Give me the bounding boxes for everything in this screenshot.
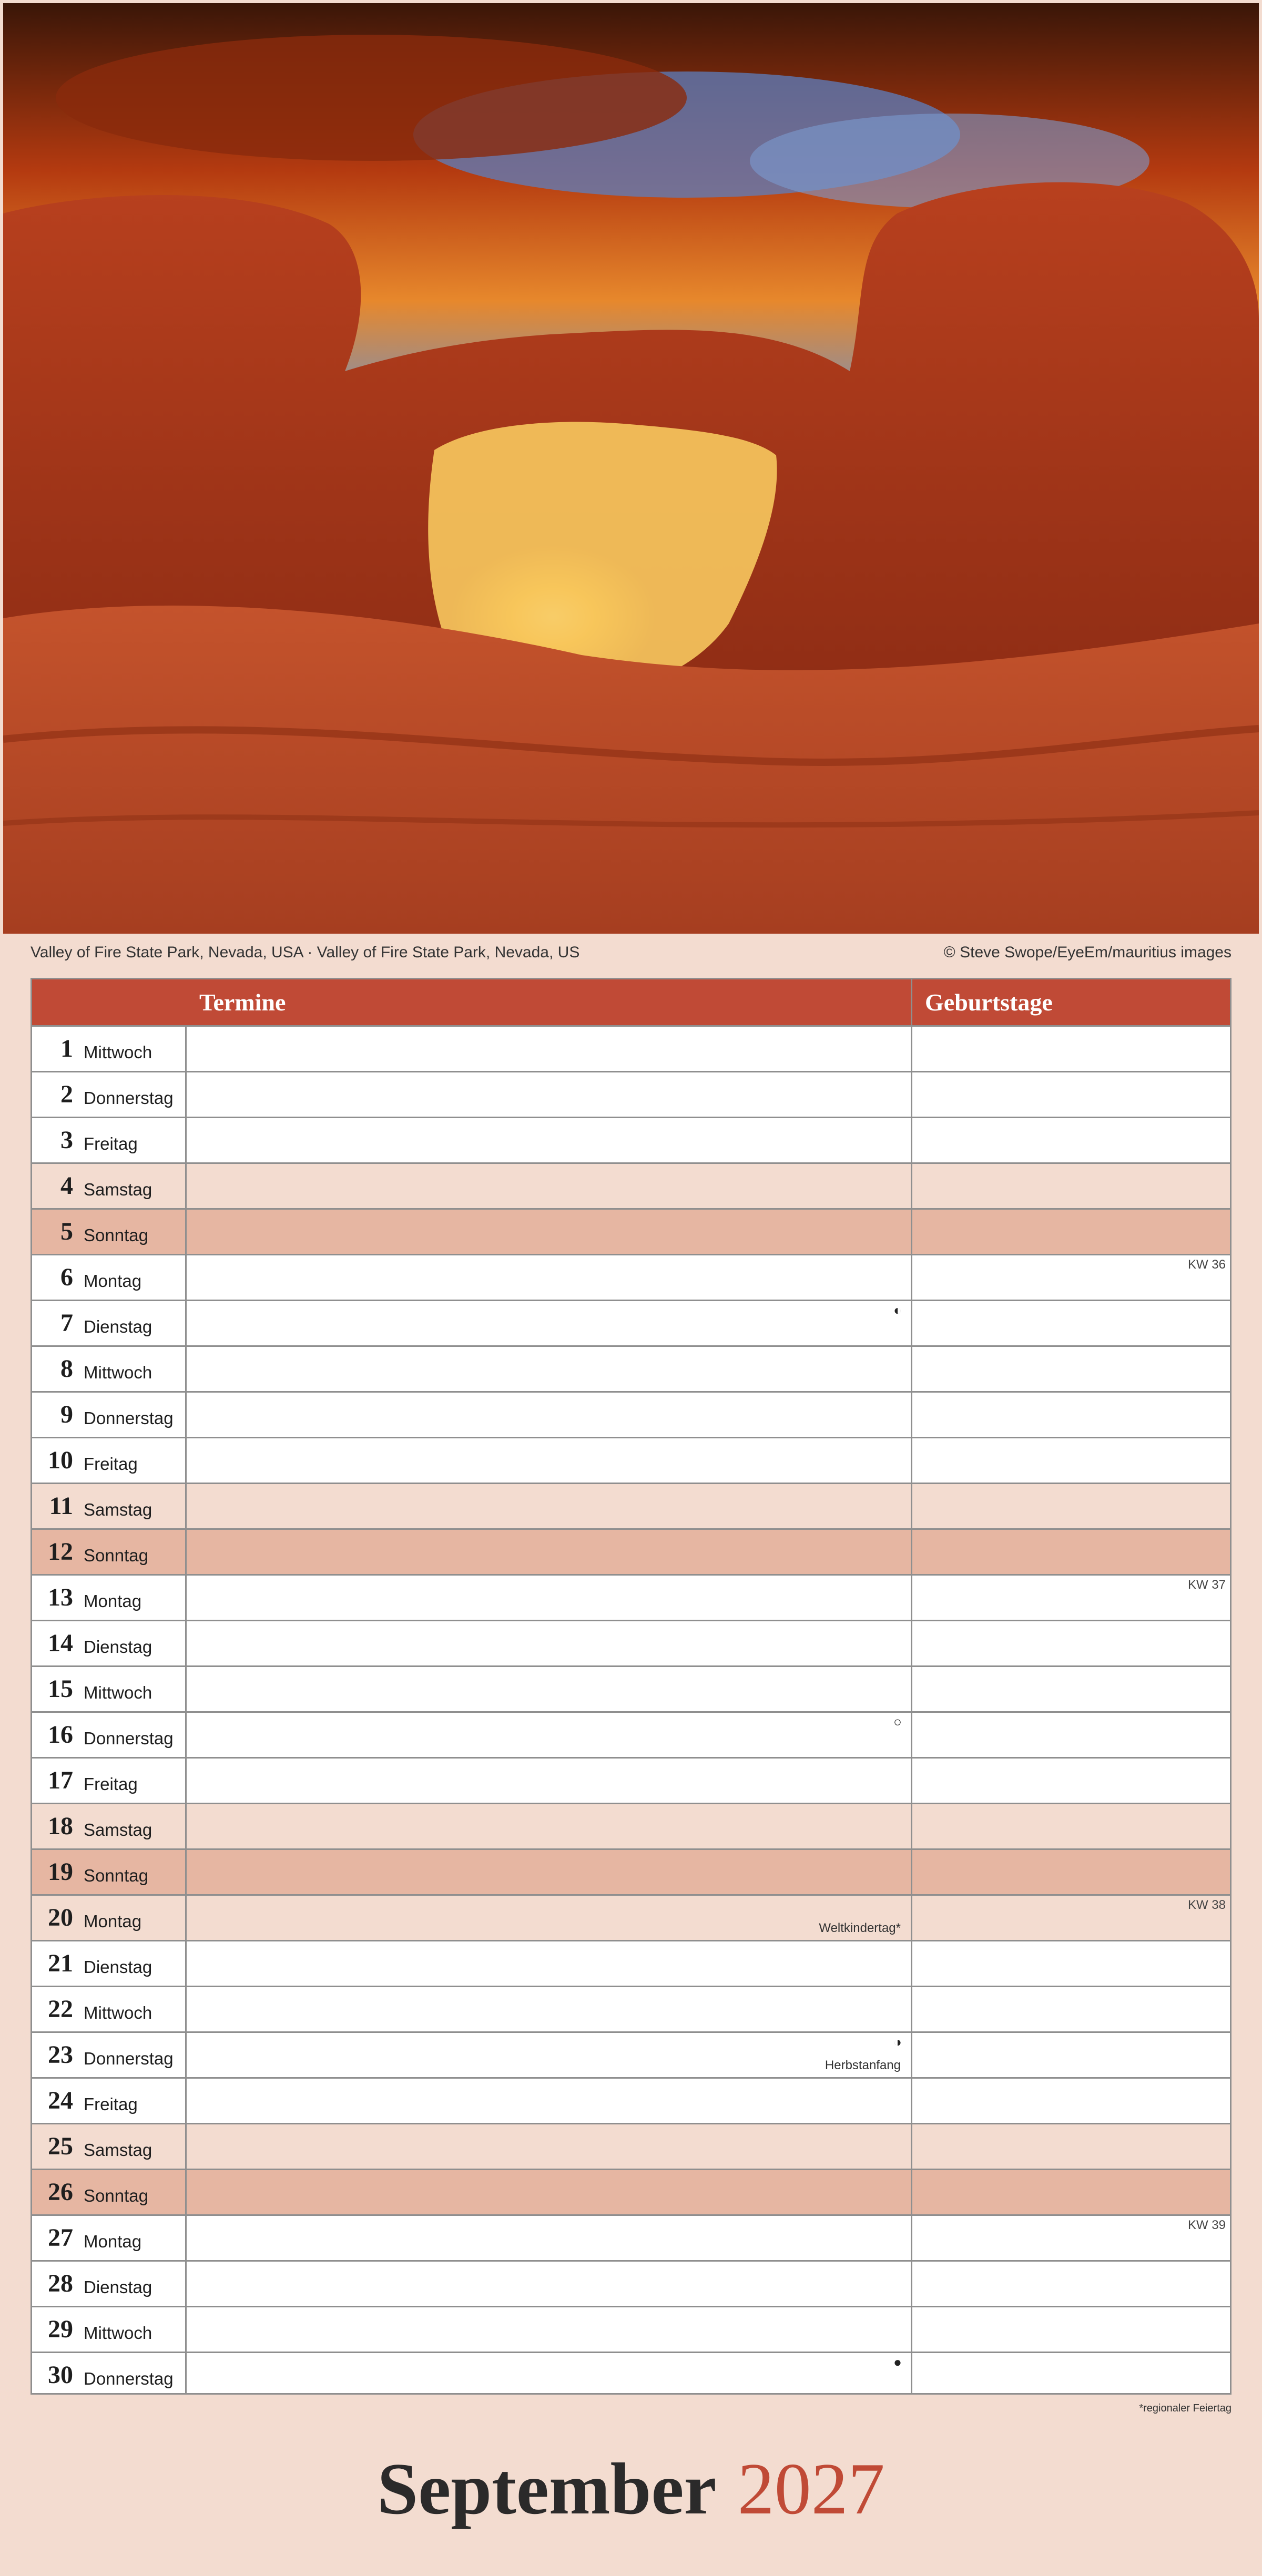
day-number: 12 [48, 1538, 73, 1566]
weekday-name: Donnerstag [84, 1088, 174, 1108]
weekday-name: Dienstag [84, 1637, 152, 1657]
header-termine: Termine [199, 989, 286, 1016]
weekday-name: Donnerstag [84, 1408, 174, 1428]
weekday-name: Samstag [84, 1180, 152, 1199]
landscape-photo [3, 3, 1259, 934]
title-year: 2027 [737, 2448, 885, 2530]
day-number: 15 [48, 1675, 73, 1703]
day-row[interactable] [32, 1757, 1230, 1803]
day-number: 13 [48, 1583, 73, 1611]
day-number: 1 [60, 1035, 73, 1062]
day-row[interactable] [32, 1071, 1230, 1117]
day-row[interactable] [32, 1665, 1230, 1711]
day-note: Herbstanfang [825, 2058, 901, 2072]
header-geburtstage: Geburtstage [925, 989, 1053, 1016]
day-row[interactable] [32, 1300, 1230, 1345]
calendar-week-label: KW 39 [1187, 2218, 1226, 2232]
weekday-name: Mittwoch [84, 1042, 152, 1062]
weekday-name: Montag [84, 1271, 142, 1291]
weekday-name: Mittwoch [84, 1363, 152, 1382]
day-row[interactable] [32, 1208, 1230, 1254]
weekday-name: Dienstag [84, 1957, 152, 1977]
day-number: 26 [48, 2178, 73, 2206]
day-row[interactable] [32, 1117, 1230, 1162]
day-row[interactable] [32, 2260, 1230, 2306]
day-row[interactable] [32, 1025, 1230, 1071]
weekday-name: Sonntag [84, 1866, 148, 1885]
day-number: 6 [60, 1263, 73, 1291]
calendar-week-label: KW 36 [1187, 1258, 1226, 1272]
day-row[interactable] [32, 1940, 1230, 1986]
day-number: 8 [60, 1355, 73, 1383]
weekday-name: Dienstag [84, 2277, 152, 2297]
weekday-name: Mittwoch [84, 2323, 152, 2343]
day-number: 24 [48, 2087, 73, 2114]
day-row[interactable] [32, 2123, 1230, 2169]
day-number: 5 [60, 1218, 73, 1245]
page-title [0, 2445, 1262, 2534]
day-row[interactable] [32, 1345, 1230, 1391]
day-number: 4 [60, 1172, 73, 1200]
weekday-name: Samstag [84, 1820, 152, 1839]
day-row[interactable] [32, 2214, 1230, 2260]
day-number: 18 [48, 1812, 73, 1840]
weekday-name: Montag [84, 1911, 142, 1931]
day-row[interactable] [32, 1620, 1230, 1665]
title-month: September [377, 2448, 717, 2530]
weekday-name: Freitag [84, 1774, 138, 1794]
weekday-name: Freitag [84, 1134, 138, 1153]
day-row[interactable] [32, 1528, 1230, 1574]
day-number: 30 [48, 2361, 73, 2389]
weekday-name: Montag [84, 2232, 142, 2251]
moon-phase-icon: ○ [893, 1714, 902, 1730]
day-number: 21 [48, 1949, 73, 1977]
day-number: 20 [48, 1904, 73, 1931]
day-row[interactable] [32, 1254, 1230, 1300]
weekday-name: Sonntag [84, 2186, 148, 2205]
day-number: 2 [60, 1080, 73, 1108]
column-divider [185, 1025, 187, 2393]
day-number: 25 [48, 2132, 73, 2160]
calendar-table [30, 978, 1232, 2395]
footnote: *regionaler Feiertag [1139, 2403, 1232, 2414]
day-number: 3 [60, 1126, 73, 1154]
calendar-week-label: KW 38 [1187, 1898, 1226, 1912]
moon-phase-icon: ◑ [893, 2034, 902, 2050]
day-row[interactable] [32, 1483, 1230, 1528]
weekday-name: Donnerstag [84, 1729, 174, 1748]
weekday-name: Freitag [84, 1454, 138, 1474]
day-row[interactable] [32, 1574, 1230, 1620]
weekday-name: Mittwoch [84, 1683, 152, 1702]
day-row[interactable] [32, 2169, 1230, 2214]
day-number: 17 [48, 1766, 73, 1794]
red-rock-arch-sunset-icon [3, 3, 1259, 934]
day-number: 22 [48, 1995, 73, 2023]
day-number: 11 [49, 1492, 73, 1520]
day-row[interactable] [32, 1711, 1230, 1757]
weekday-name: Sonntag [84, 1225, 148, 1245]
weekday-name: Donnerstag [84, 2369, 174, 2388]
weekday-name: Freitag [84, 2094, 138, 2114]
day-number: 29 [48, 2315, 73, 2343]
day-row[interactable] [32, 1391, 1230, 1437]
day-note: Weltkindertag* [819, 1921, 901, 1935]
weekday-name: Donnerstag [84, 2049, 174, 2068]
day-row[interactable] [32, 2031, 1230, 2077]
moon-phase-icon: ● [893, 2354, 902, 2370]
column-divider [911, 979, 912, 2393]
weekday-name: Samstag [84, 2140, 152, 2160]
day-row[interactable] [32, 1803, 1230, 1848]
day-number: 28 [48, 2270, 73, 2297]
weekday-name: Montag [84, 1591, 142, 1611]
day-number: 19 [48, 1858, 73, 1886]
day-number: 16 [48, 1721, 73, 1749]
calendar-week-label: KW 37 [1187, 1578, 1226, 1592]
day-number: 7 [60, 1309, 73, 1337]
day-number: 27 [48, 2224, 73, 2252]
moon-phase-icon: ◐ [893, 1302, 902, 1318]
weekday-name: Mittwoch [84, 2003, 152, 2022]
day-number: 9 [60, 1401, 73, 1428]
weekday-name: Samstag [84, 1500, 152, 1519]
day-row[interactable] [32, 2077, 1230, 2123]
photo-location: Valley of Fire State Park, Nevada, USA · Valley of Fire State Park, Nevada, US [30, 944, 580, 961]
day-row[interactable] [32, 1162, 1230, 1208]
day-number: 10 [48, 1446, 73, 1474]
photo-caption [30, 944, 1232, 965]
day-row[interactable] [32, 1848, 1230, 1894]
day-row[interactable] [32, 1437, 1230, 1483]
day-row[interactable] [32, 2306, 1230, 2352]
day-row[interactable] [32, 2352, 1230, 2397]
day-row[interactable] [32, 1986, 1230, 2031]
weekday-name: Dienstag [84, 1317, 152, 1336]
day-row[interactable] [32, 1894, 1230, 1940]
day-number: 23 [48, 2041, 73, 2069]
day-number: 14 [48, 1629, 73, 1657]
weekday-name: Sonntag [84, 1546, 148, 1565]
table-header [32, 979, 1230, 1025]
photo-credit: © Steve Swope/EyeEm/mauritius images [943, 944, 1232, 961]
